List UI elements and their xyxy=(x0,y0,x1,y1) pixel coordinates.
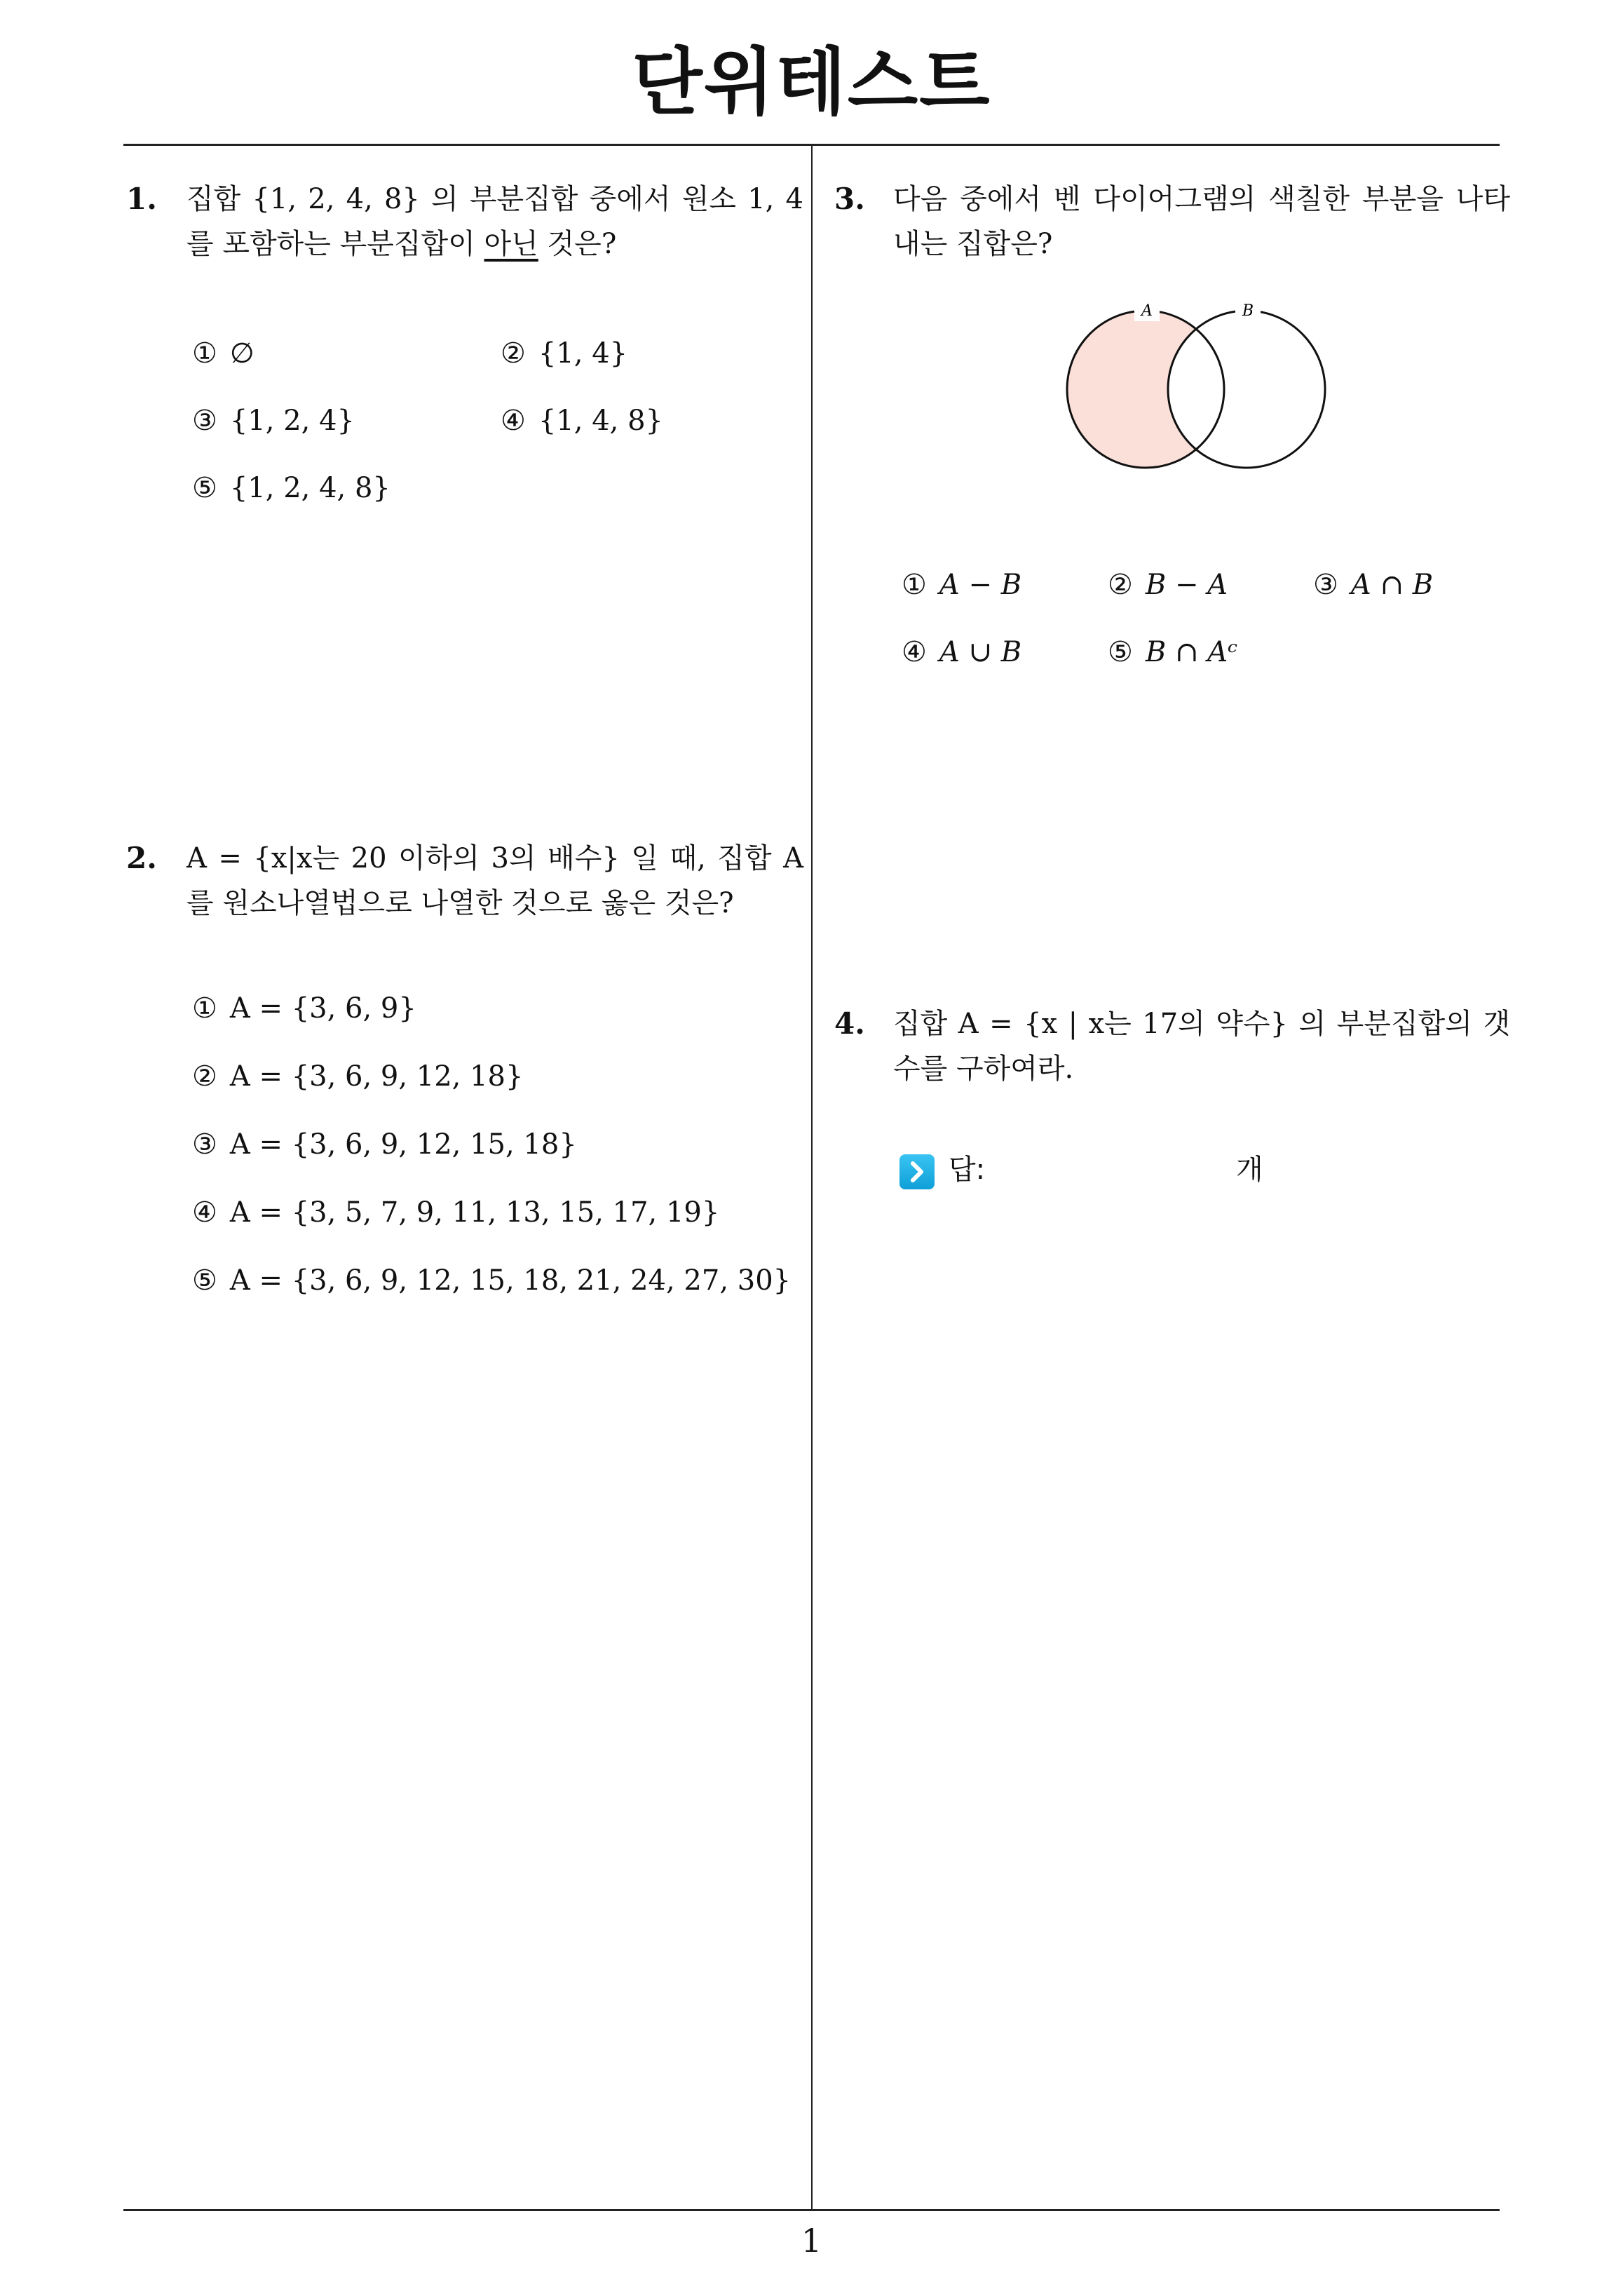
answer-unit: 개 xyxy=(1236,1154,1263,1186)
page-title: 단위테스트 xyxy=(632,39,991,125)
question-number: 1. xyxy=(126,182,157,216)
answer-label: 답: xyxy=(949,1154,986,1186)
choice-3[interactable]: ③ A ∩ B xyxy=(1313,569,1434,601)
emphasis-underline: 아닌 xyxy=(484,228,538,260)
question-number: 2. xyxy=(126,841,157,875)
choice-1[interactable]: ① A = {3, 6, 9} xyxy=(192,992,416,1025)
page-number: 1 xyxy=(801,2222,822,2260)
choice-2[interactable]: ② A = {3, 6, 9, 12, 18} xyxy=(192,1060,524,1093)
bottom-rule xyxy=(123,2209,1500,2211)
question-text: 다음 중에서 벤 다이어그램의 색칠한 부분을 나타내는 집합은? xyxy=(893,183,1510,260)
question-number: 3. xyxy=(834,182,865,216)
choice-3[interactable]: ③ {1, 2, 4} xyxy=(192,405,355,437)
answer-arrow-icon xyxy=(899,1154,935,1189)
choice-2[interactable]: ② B − A xyxy=(1108,569,1228,601)
answer-row xyxy=(899,1149,1320,1191)
choice-1[interactable]: ① A − B xyxy=(902,569,1022,601)
column-divider xyxy=(811,146,813,2209)
choice-4[interactable]: ④ {1, 4, 8} xyxy=(501,405,663,437)
venn-label-b: B xyxy=(1242,302,1254,320)
choice-5[interactable]: ⑤ {1, 2, 4, 8} xyxy=(192,472,391,504)
choice-4[interactable]: ④ A = {3, 5, 7, 9, 11, 13, 15, 17, 19} xyxy=(192,1196,720,1229)
choice-4[interactable]: ④ A ∪ B xyxy=(902,636,1022,668)
venn-label-a: A xyxy=(1141,302,1153,320)
choice-5[interactable]: ⑤ B ∩ Aᶜ xyxy=(1108,636,1238,668)
question-text: A = {x|x는 20 이하의 3의 배수} 일 때, 집합 A 를 원소나열법으로 나열한 것으로 옳은 것은? xyxy=(186,842,803,919)
venn-diagram xyxy=(1052,295,1346,477)
choice-5[interactable]: ⑤ A = {3, 6, 9, 12, 15, 18, 21, 24, 27, 30} xyxy=(192,1264,792,1297)
question-text: 집합 A = {x | x는 17의 약수} 의 부분집합의 갯수를 구하여라. xyxy=(893,1008,1510,1085)
choice-2[interactable]: ② {1, 4} xyxy=(501,337,628,370)
question-number: 4. xyxy=(834,1006,865,1041)
choice-1[interactable]: ① ∅ xyxy=(192,337,254,370)
choice-3[interactable]: ③ A = {3, 6, 9, 12, 15, 18} xyxy=(192,1128,577,1161)
question-text: 집합 {1, 2, 4, 8} 의 부분집합 중에서 원소 1, 4 를 포함하는 부분집합이 아닌 것은? xyxy=(186,183,803,260)
